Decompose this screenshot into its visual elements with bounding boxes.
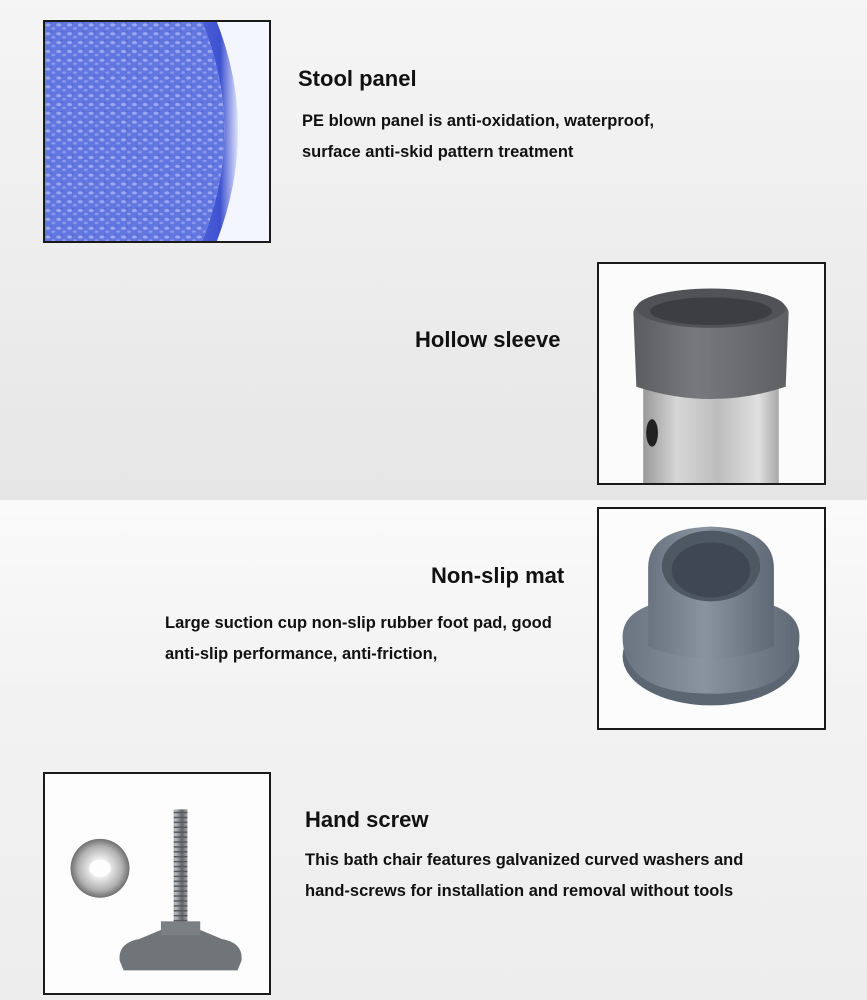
hand-screw-image [43, 772, 271, 995]
stool-panel-description-line-1: PE blown panel is anti-oxidation, waterproof, [302, 112, 655, 130]
hollow-sleeve-image [597, 262, 826, 485]
hand-screw-description-line-2: hand-screws for installation and removal without tools [305, 882, 734, 900]
non-slip-mat-description-line-2: anti-slip performance, anti-friction, [165, 645, 438, 663]
non-slip-mat-description-line-1: Large suction cup non-slip rubber foot pad, good [165, 614, 552, 632]
stool-panel-image [43, 20, 271, 243]
non-slip-mat-title: Non-slip mat [431, 563, 565, 588]
hand-screw-description-line-1: This bath chair features galvanized curved washers and [305, 851, 744, 869]
hollow-sleeve-title: Hollow sleeve [415, 327, 561, 352]
stool-panel-title: Stool panel [298, 66, 417, 91]
hand-screw-title: Hand screw [305, 807, 429, 832]
stool-panel-description-line-2: surface anti-skid pattern treatment [302, 143, 574, 161]
non-slip-mat-image [597, 507, 826, 730]
